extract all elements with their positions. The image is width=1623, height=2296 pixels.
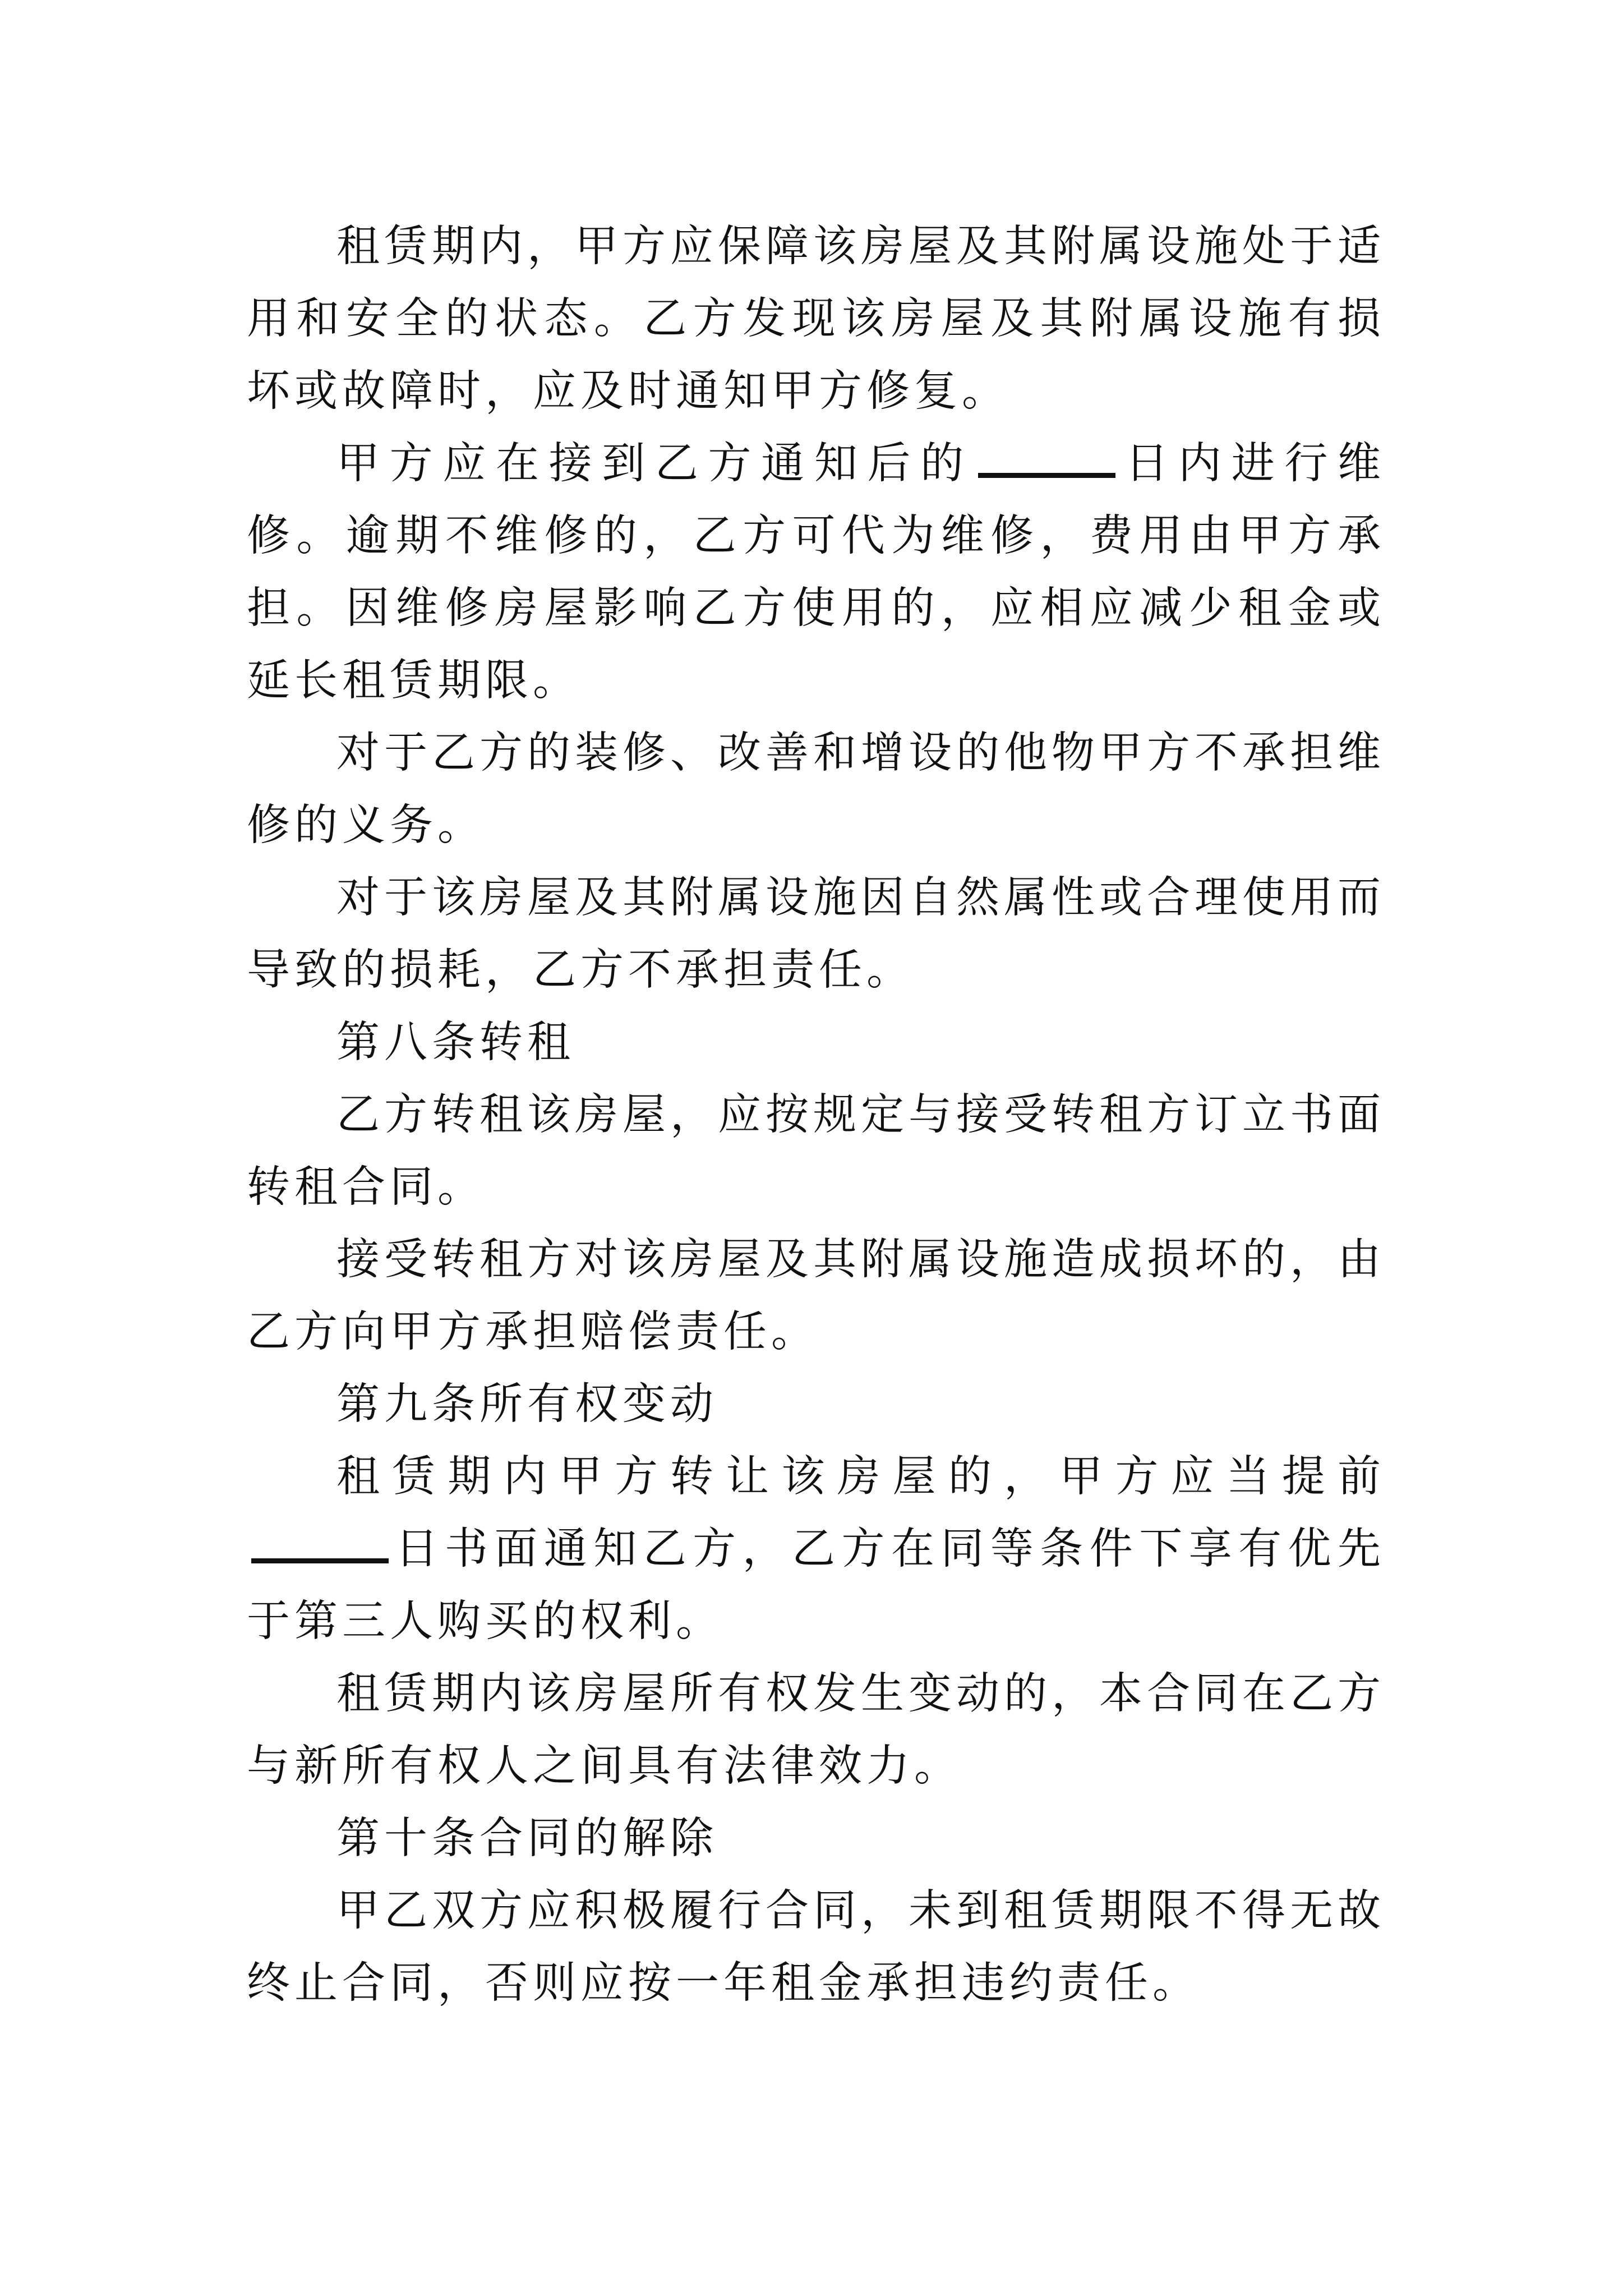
paragraph-transfer-notice-before: 租赁期内甲方转让该房屋的，甲方应当提前 [336,1452,1385,1502]
article-9-heading: 第九条所有权变动 [336,1379,718,1429]
paragraph-repair-deadline-before: 甲方应在接到乙方通知后的 [336,439,974,489]
repair-days-blank [978,439,1115,478]
paragraph-transfer-notice [247,1441,1385,1658]
paragraph-natural-wear: 对于该房屋及其附属设施因自然属性或合理使用而导致的损耗，乙方不承担责任。 [247,873,1385,995]
paragraph-sublease: 乙方转租该房屋，应按规定与接受转租方订立书面转租合同。 [247,1090,1385,1212]
paragraph-transfer-notice-after: 日书面通知乙方，乙方在同等条件下享有优先于第三人购买的权利。 [247,1524,1385,1646]
notice-days-blank [251,1525,389,1563]
paragraph-termination: 甲乙双方应积极履行合同，未到租赁期限不得无故终止合同，否则应按一年租金承担违约责任。 [247,1886,1385,2008]
paragraph-repair-deadline [247,427,1385,717]
paragraph-improvements: 对于乙方的装修、改善和增设的他物甲方不承担维修的义务。 [247,728,1385,850]
contract-text [247,210,1385,2019]
paragraph-ownership-change: 租赁期内该房屋所有权发生变动的，本合同在乙方与新所有权人之间具有法律效力。 [247,1669,1385,1791]
paragraph-sublessee-damage: 接受转租方对该房屋及其附属设施造成损坏的，由乙方向甲方承担赔偿责任。 [247,1235,1385,1357]
article-8-heading: 第八条转租 [336,1018,575,1068]
paragraph-maintenance-duty: 租赁期内，甲方应保障该房屋及其附属设施处于适用和安全的状态。乙方发现该房屋及其附属设施有损坏或故障时，应及时通知甲方修复。 [247,222,1385,416]
paragraph-repair-deadline-after: 日内进行维修。逾期不维修的，乙方可代为维修，费用由甲方承担。因维修房屋影响乙方使用的，应相应减少租金或延长租赁期限。 [247,439,1386,706]
article-10-heading: 第十条合同的解除 [336,1814,718,1864]
